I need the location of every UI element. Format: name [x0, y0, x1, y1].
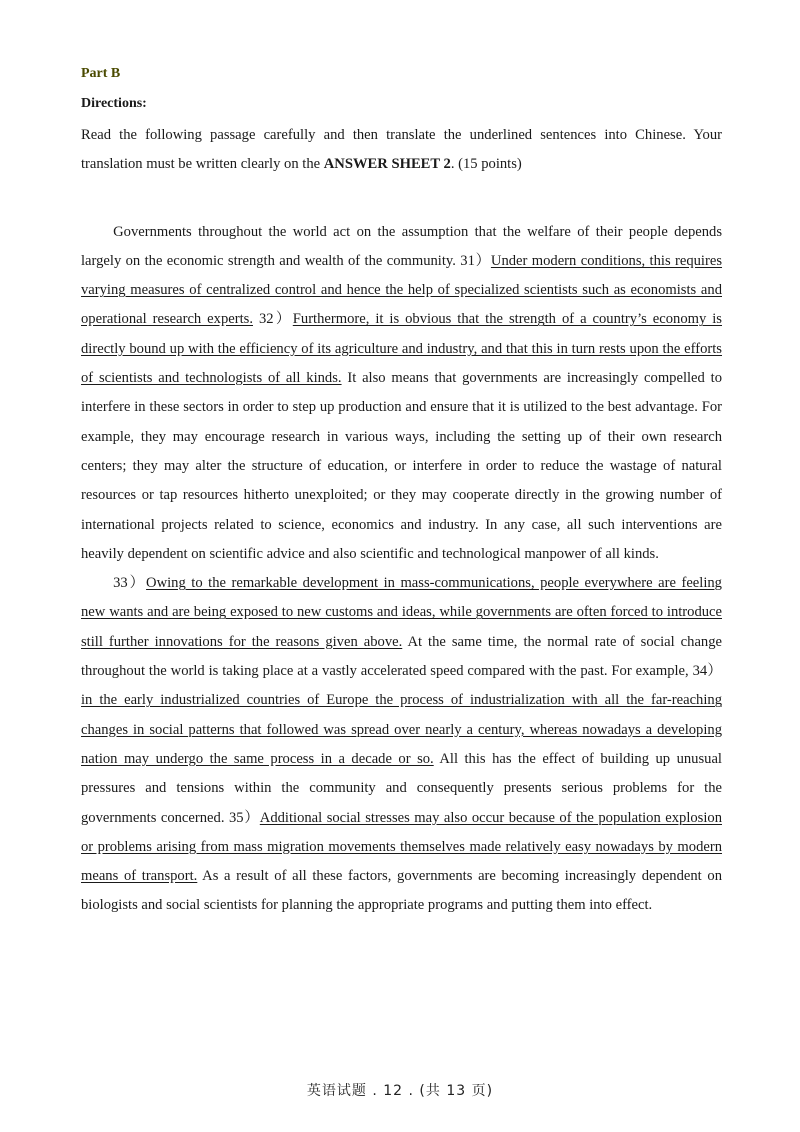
underlined-sentence-31: Under modern conditions, this requires varying measures of centralized control and hence the help of specialized scientists such as economists and operational research experts.: [81, 252, 723, 328]
underlined-sentence-34: in the early industrialized countries of Europe the process of industrialization with all the far-reaching changes in social patterns that followed was spread over nearly a century, whereas nowadays a developing nation may undergo the same process in a decade or so.: [81, 692, 722, 767]
passage-paragraph-2: [81, 569, 722, 921]
answer-sheet-label: ANSWER SHEET 2: [323, 156, 451, 173]
directions-label: Directions:: [81, 96, 147, 111]
underlined-sentence-32: Furthermore, it is obvious that the strength of a country’s economy is directly bound up with the efficiency of its agriculture and industry, and that this in turn rests upon the efforts of scientists and technologists of all kinds.: [81, 311, 722, 387]
para1-text-1: Governments throughout the world act on the assumption that the welfare of their people depends largely on the economic strength and wealth of the community. 31）: [81, 223, 722, 269]
instruction-after: . (15 points): [450, 156, 522, 173]
para2-text-2: At the same time, the normal rate of social change throughout the world is taking place at a vastly accelerated speed compared with the past. For example, 34）: [81, 633, 722, 680]
para1-text-2: 32）: [252, 311, 293, 328]
para2-text-3: All this has the effect of building up unusual pressures and tensions within the community and consequently presents serious problems for the governments concerned. 35）: [81, 750, 722, 826]
instruction-text: [81, 121, 722, 180]
underlined-sentence-33: Owing to the remarkable development in mass-communications, people everywhere are feeling new wants and are being exposed to new customs and ideas, while governments are often forced to introduce still further innovations for the reasons given above.: [81, 575, 722, 650]
para2-text-4: As a result of all these factors, governments are becoming increasingly dependent on biologists and social scientists for planning the appropriate programs and putting them into effect.: [81, 868, 722, 914]
part-title: Part B: [81, 66, 121, 81]
passage-paragraph-1: [81, 218, 722, 570]
exam-page: [81, 66, 722, 921]
para1-text-3: It also means that governments are increasingly compelled to interfere in these sectors in order to step up production and ensure that it is utilized to the best advantage. For example, they may encourage research in various ways, including the setting up of their own research centers; they may alter the structure of education, or interfere in order to reduce the wastage of natural resources or tap resources hitherto unexploited; or they may cooperate directly in the growing number of international projects related to science, economics and industry. In any case, all such interventions are heavily dependent on scientific advice and also scientific and technological manpower of all kinds.: [81, 370, 722, 562]
page-footer: 英语试题 . 12 . (共 13 页): [306, 1083, 494, 1099]
underlined-sentence-35: Additional social stresses may also occur because of the population explosion or problems arising from mass migration movements themselves made relatively easy nowadays by modern means of transport.: [81, 809, 722, 885]
instruction-before: Read the following passage carefully and then translate the underlined sentences into Chinese. Your translation must be written clearly on the: [81, 127, 722, 173]
para2-text-1: 33）: [113, 575, 147, 592]
